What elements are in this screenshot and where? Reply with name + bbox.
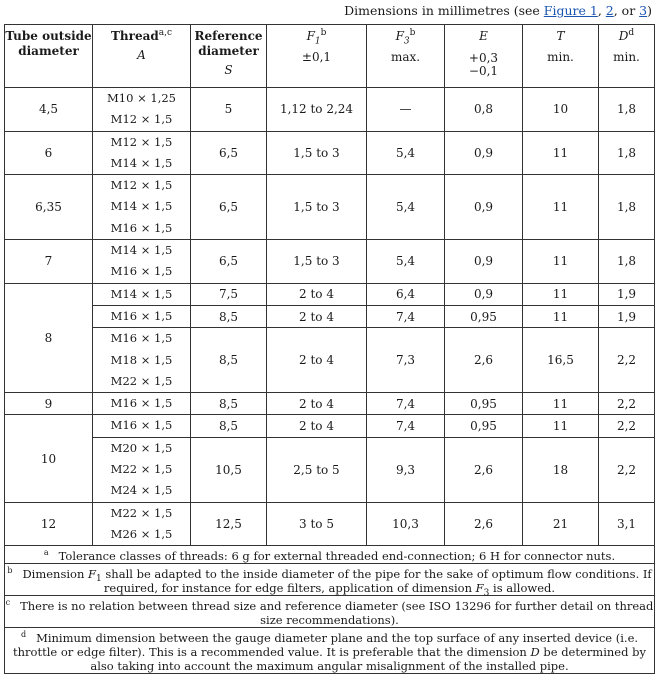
thread-size: M22 × 1,5	[110, 462, 173, 477]
footnote-b-sub: 1	[96, 574, 102, 585]
thread-size: M20 × 1,5	[110, 440, 173, 455]
header-d	[599, 25, 655, 88]
header-f1-symbol: F	[306, 29, 315, 43]
footnote-a-mark: a	[43, 548, 49, 558]
table-row	[5, 502, 655, 546]
caption-sep: , or	[613, 3, 640, 18]
thread-cell	[93, 437, 191, 502]
table-row	[5, 88, 655, 132]
e-cell: 0,95	[445, 393, 523, 415]
f1-cell: 1,5 to 3	[267, 240, 367, 284]
reference-diameter-cell: 5	[191, 88, 267, 132]
table-row	[5, 131, 655, 175]
footnote-b-text: shall be adapted to the inside diameter of the pipe for the sake of optimum flow conditions. If required, for instance for edge filters, application of dimension	[101, 566, 652, 595]
header-e	[445, 25, 523, 88]
f3-cell: 7,4	[367, 305, 445, 327]
t-cell: 10	[523, 88, 599, 132]
table-body	[5, 88, 655, 546]
d-cell: 1,8	[599, 131, 655, 175]
thread-size: M16 × 1,5	[110, 396, 173, 411]
footnote-c	[5, 595, 655, 627]
f1-cell: 1,5 to 3	[267, 175, 367, 240]
f3-cell: 5,4	[367, 131, 445, 175]
f1-cell: 2 to 4	[267, 328, 367, 393]
figure-2-link[interactable]: 2	[605, 3, 614, 18]
thread-size: M14 × 1,5	[110, 286, 173, 301]
table-row	[5, 283, 655, 305]
e-cell: 0,95	[445, 415, 523, 437]
footnote-b-symbol: F	[475, 580, 484, 595]
footnote-b	[5, 564, 655, 596]
figure-1-link[interactable]: Figure 1	[543, 3, 598, 18]
header-f3-sup: b	[409, 28, 416, 38]
footnote-c-cell	[5, 595, 655, 627]
f1-cell: 1,12 to 2,24	[267, 88, 367, 132]
thread-cell	[93, 240, 191, 284]
header-f3-symbol: F	[395, 29, 404, 43]
d-cell: 3,1	[599, 502, 655, 546]
thread-cell	[93, 283, 191, 305]
header-tube	[5, 25, 93, 88]
e-cell: 2,6	[445, 437, 523, 502]
footnotes	[5, 546, 655, 673]
reference-diameter-cell: 7,5	[191, 283, 267, 305]
t-cell: 11	[523, 283, 599, 305]
e-cell: 0,9	[445, 175, 523, 240]
thread-size: M16 × 1,5	[110, 331, 173, 346]
reference-diameter-cell: 8,5	[191, 415, 267, 437]
header-d-tol: min.	[613, 50, 640, 64]
d-cell: 2,2	[599, 393, 655, 415]
t-cell: 11	[523, 175, 599, 240]
header-ref	[191, 25, 267, 88]
thread-size: M14 × 1,5	[110, 243, 173, 258]
f3-cell: 5,4	[367, 240, 445, 284]
footnote-b-text: Dimension	[22, 566, 89, 581]
table-row	[5, 305, 655, 327]
thread-cell	[93, 305, 191, 327]
tube-diameter-cell: 6	[5, 131, 93, 175]
d-cell: 1,9	[599, 305, 655, 327]
f1-cell: 3 to 5	[267, 502, 367, 546]
f1-cell: 2 to 4	[267, 305, 367, 327]
thread-cell	[93, 88, 191, 132]
t-cell: 11	[523, 393, 599, 415]
thread-size: M18 × 1,5	[110, 352, 173, 367]
reference-diameter-cell: 8,5	[191, 393, 267, 415]
t-cell: 11	[523, 415, 599, 437]
footnote-b-cell	[5, 564, 655, 599]
thread-cell	[93, 175, 191, 240]
d-cell: 1,9	[599, 283, 655, 305]
figure-3-link[interactable]: 3	[639, 3, 648, 18]
thread-cell	[93, 328, 191, 393]
f3-cell: 9,3	[367, 437, 445, 502]
d-cell: 2,2	[599, 328, 655, 393]
d-cell: 2,2	[599, 437, 655, 502]
thread-cell	[93, 415, 191, 437]
thread-size: M12 × 1,5	[110, 178, 173, 193]
header-f3	[367, 25, 445, 88]
e-cell: 2,6	[445, 328, 523, 393]
f3-cell: 7,4	[367, 415, 445, 437]
table-row	[5, 240, 655, 284]
reference-diameter-cell: 10,5	[191, 437, 267, 502]
table-row	[5, 437, 655, 502]
thread-size: M12 × 1,5	[110, 134, 173, 149]
header-thread-symbol: A	[137, 48, 146, 62]
footnote-d-mark: d	[20, 629, 27, 639]
header-thread-sup: a,c	[158, 28, 173, 38]
thread-size: M14 × 1,5	[110, 199, 173, 214]
header-f1	[267, 25, 367, 88]
header-d-sup: d	[628, 28, 635, 38]
f1-cell: 2 to 4	[267, 415, 367, 437]
f1-cell: 2 to 4	[267, 393, 367, 415]
dimensions-table	[4, 24, 655, 674]
f1-cell: 2 to 4	[267, 283, 367, 305]
header-thread-label: Thread	[110, 29, 159, 43]
e-cell: 2,6	[445, 502, 523, 546]
thread-size: M16 × 1,5	[110, 220, 173, 235]
d-cell: 1,8	[599, 175, 655, 240]
e-cell: 0,9	[445, 131, 523, 175]
footnote-b-sub: 3	[483, 588, 490, 599]
reference-diameter-cell: 6,5	[191, 131, 267, 175]
footnote-b-text: is allowed.	[489, 580, 556, 595]
f3-cell: 6,4	[367, 283, 445, 305]
thread-size: M24 × 1,5	[110, 483, 173, 498]
footnote-b-mark: b	[7, 566, 13, 576]
thread-cell	[93, 131, 191, 175]
header-f1-tol: ±0,1	[301, 50, 332, 64]
caption-prefix: Dimensions in millimetres (see	[344, 3, 544, 18]
header-e-symbol: E	[479, 29, 488, 43]
thread-cell	[93, 502, 191, 546]
footnote-d-text: be determined by also taking into account the maximum angular misalignment of the installed pipe.	[90, 644, 646, 673]
e-cell: 0,8	[445, 88, 523, 132]
thread-size: M10 × 1,25	[107, 91, 176, 105]
tube-diameter-cell: 4,5	[5, 88, 93, 132]
d-cell: 2,2	[599, 415, 655, 437]
tube-diameter-cell: 10	[5, 415, 93, 502]
thread-size: M16 × 1,5	[110, 264, 173, 279]
header-f3-sub: 3	[403, 36, 410, 47]
header-thread	[93, 25, 191, 88]
table-caption	[344, 3, 652, 18]
f3-cell: 5,4	[367, 175, 445, 240]
thread-size: M12 × 1,5	[110, 112, 173, 127]
header-e-tol-lower: −0,1	[468, 64, 499, 78]
t-cell: 21	[523, 502, 599, 546]
header-f1-sub: 1	[314, 36, 321, 47]
f3-cell: 7,3	[367, 328, 445, 393]
header-f3-tol: max.	[390, 50, 421, 64]
footnote-a-cell	[5, 546, 655, 564]
tube-diameter-cell: 12	[5, 502, 93, 546]
table-row	[5, 415, 655, 437]
table-row	[5, 328, 655, 393]
thread-size: M16 × 1,5	[110, 418, 173, 433]
header-ref-symbol: S	[224, 63, 233, 77]
e-cell: 0,9	[445, 283, 523, 305]
f1-cell: 2,5 to 5	[267, 437, 367, 502]
table-row	[5, 393, 655, 415]
footnote-a	[5, 546, 655, 564]
reference-diameter-cell: 8,5	[191, 305, 267, 327]
thread-size: M26 × 1,5	[110, 526, 173, 541]
t-cell: 18	[523, 437, 599, 502]
header-d-symbol: D	[618, 29, 629, 43]
d-cell: 1,8	[599, 88, 655, 132]
e-cell: 0,9	[445, 240, 523, 284]
footnote-c-text: There is no relation between thread size and reference diameter (see ISO 13296 for further detail on thread size recommendations).	[20, 598, 654, 627]
reference-diameter-cell: 6,5	[191, 240, 267, 284]
t-cell: 11	[523, 131, 599, 175]
header-tube-label: Tube outside diameter	[5, 29, 92, 58]
header-t-tol: min.	[547, 50, 574, 64]
tube-diameter-cell: 7	[5, 240, 93, 284]
header-t-symbol: T	[556, 29, 565, 43]
t-cell: 11	[523, 240, 599, 284]
caption-suffix: )	[647, 3, 652, 18]
footnote-d	[5, 627, 655, 673]
f3-cell: 7,4	[367, 393, 445, 415]
t-cell: 11	[523, 305, 599, 327]
d-cell: 1,8	[599, 240, 655, 284]
header-f1-sup: b	[320, 28, 327, 38]
header-t	[523, 25, 599, 88]
footnote-b-symbol: F	[88, 566, 97, 581]
f3-cell: 10,3	[367, 502, 445, 546]
e-cell: 0,95	[445, 305, 523, 327]
thread-size: M22 × 1,5	[110, 505, 173, 520]
footnote-d-cell	[5, 627, 655, 673]
reference-diameter-cell: 8,5	[191, 328, 267, 393]
tube-diameter-cell: 6,35	[5, 175, 93, 240]
f3-cell: —	[367, 88, 445, 132]
tube-diameter-cell: 8	[5, 283, 93, 392]
thread-size: M22 × 1,5	[110, 373, 173, 388]
tube-diameter-cell: 9	[5, 393, 93, 415]
footnote-c-mark: c	[5, 597, 11, 607]
thread-size: M14 × 1,5	[110, 155, 173, 170]
thread-cell	[93, 393, 191, 415]
footnote-d-symbol: D	[530, 644, 540, 659]
thread-size: M16 × 1,5	[110, 308, 173, 323]
header-ref-label: Reference diameter	[194, 29, 263, 58]
reference-diameter-cell: 12,5	[191, 502, 267, 546]
caption-sep: ,	[597, 3, 606, 18]
footnote-a-text: Tolerance classes of threads: 6 g for external threaded end-connection; 6 H for connector nuts.	[58, 549, 616, 564]
footnote-d-text: Minimum dimension between the gauge diameter plane and the top surface of any inserted device (i.e. throttle or edge filter). This is a recommended value. It is preferable that the dimension	[13, 630, 639, 659]
header-row	[5, 25, 655, 88]
header-e-tol-upper: +0,3	[468, 51, 499, 65]
reference-diameter-cell: 6,5	[191, 175, 267, 240]
f1-cell: 1,5 to 3	[267, 131, 367, 175]
table-row	[5, 175, 655, 240]
t-cell: 16,5	[523, 328, 599, 393]
